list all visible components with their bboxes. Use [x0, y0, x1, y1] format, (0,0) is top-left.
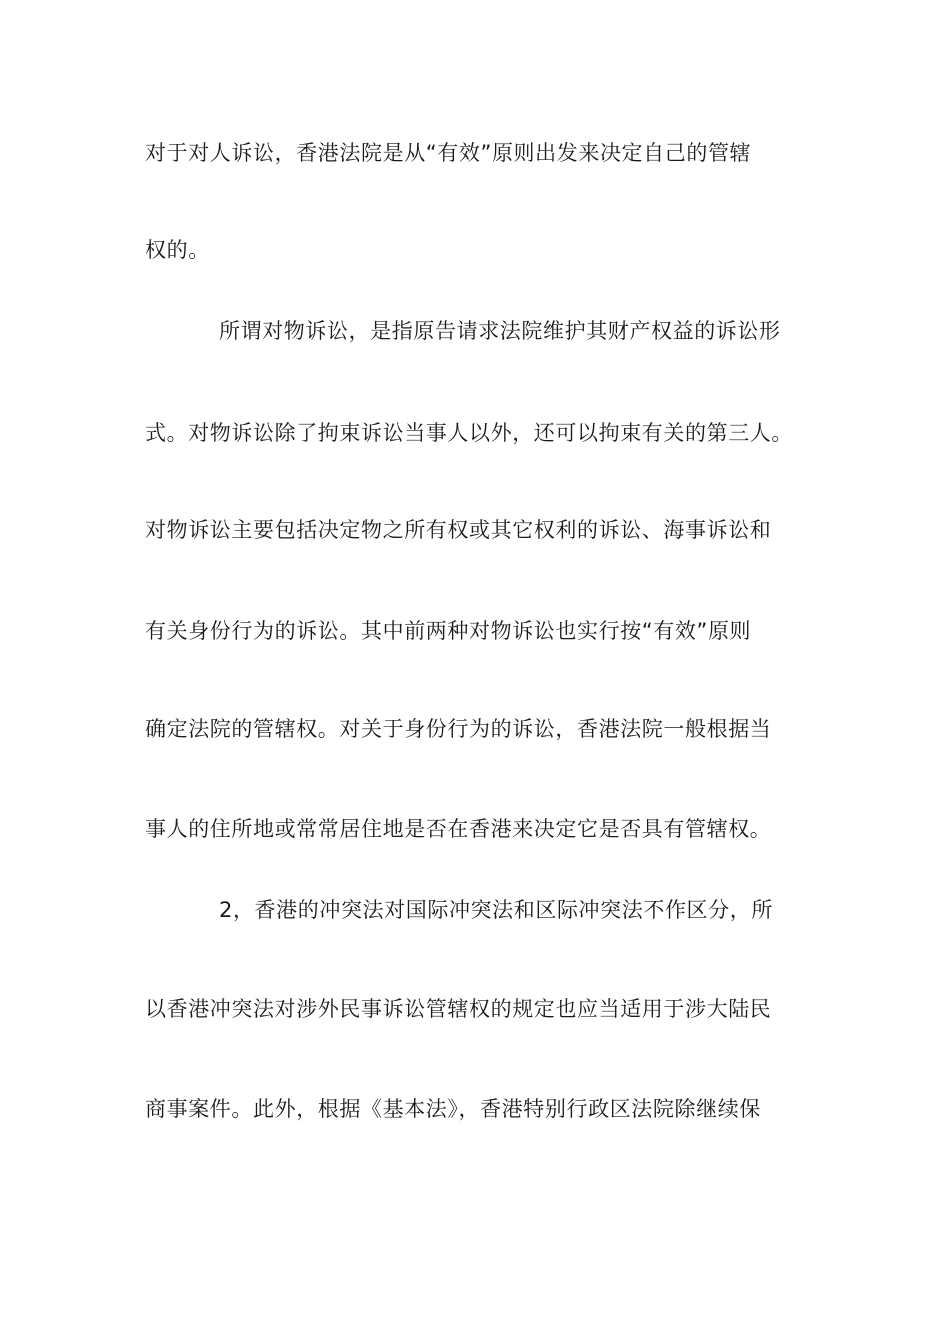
- paragraph-line: 对于对人诉讼，香港法院是从“有效”原则出发来决定自己的管辖: [145, 141, 752, 165]
- paragraph-line: 有关身份行为的诉讼。其中前两种对物诉讼也实行按“有效”原则: [145, 619, 752, 643]
- paragraph-line: 事人的住所地或常常居住地是否在香港来决定它是否具有管辖权。: [145, 817, 772, 841]
- paragraph-line-indented: 所谓对物诉讼，是指原告请求法院维护其财产权益的诉讼形: [219, 319, 781, 343]
- paragraph-line-indented: 2，香港的冲突法对国际冲突法和区际冲突法不作区分，所: [219, 898, 773, 922]
- paragraph-line: 式。对物诉讼除了拘束诉讼当事人以外，还可以拘束有关的第三人。: [145, 421, 793, 445]
- paragraph-line: 确定法院的管辖权。对关于身份行为的诉讼，香港法院一般根据当: [145, 717, 772, 741]
- paragraph-line: 权的。: [145, 238, 210, 262]
- paragraph-line: 对物诉讼主要包括决定物之所有权或其它权利的诉讼、海事诉讼和: [145, 518, 772, 542]
- paragraph-line: 商事案件。此外，根据《基本法》，香港特别行政区法院除继续保: [145, 1097, 761, 1121]
- paragraph-line: 以香港冲突法对涉外民事诉讼管辖权的规定也应当适用于涉大陆民: [145, 997, 772, 1021]
